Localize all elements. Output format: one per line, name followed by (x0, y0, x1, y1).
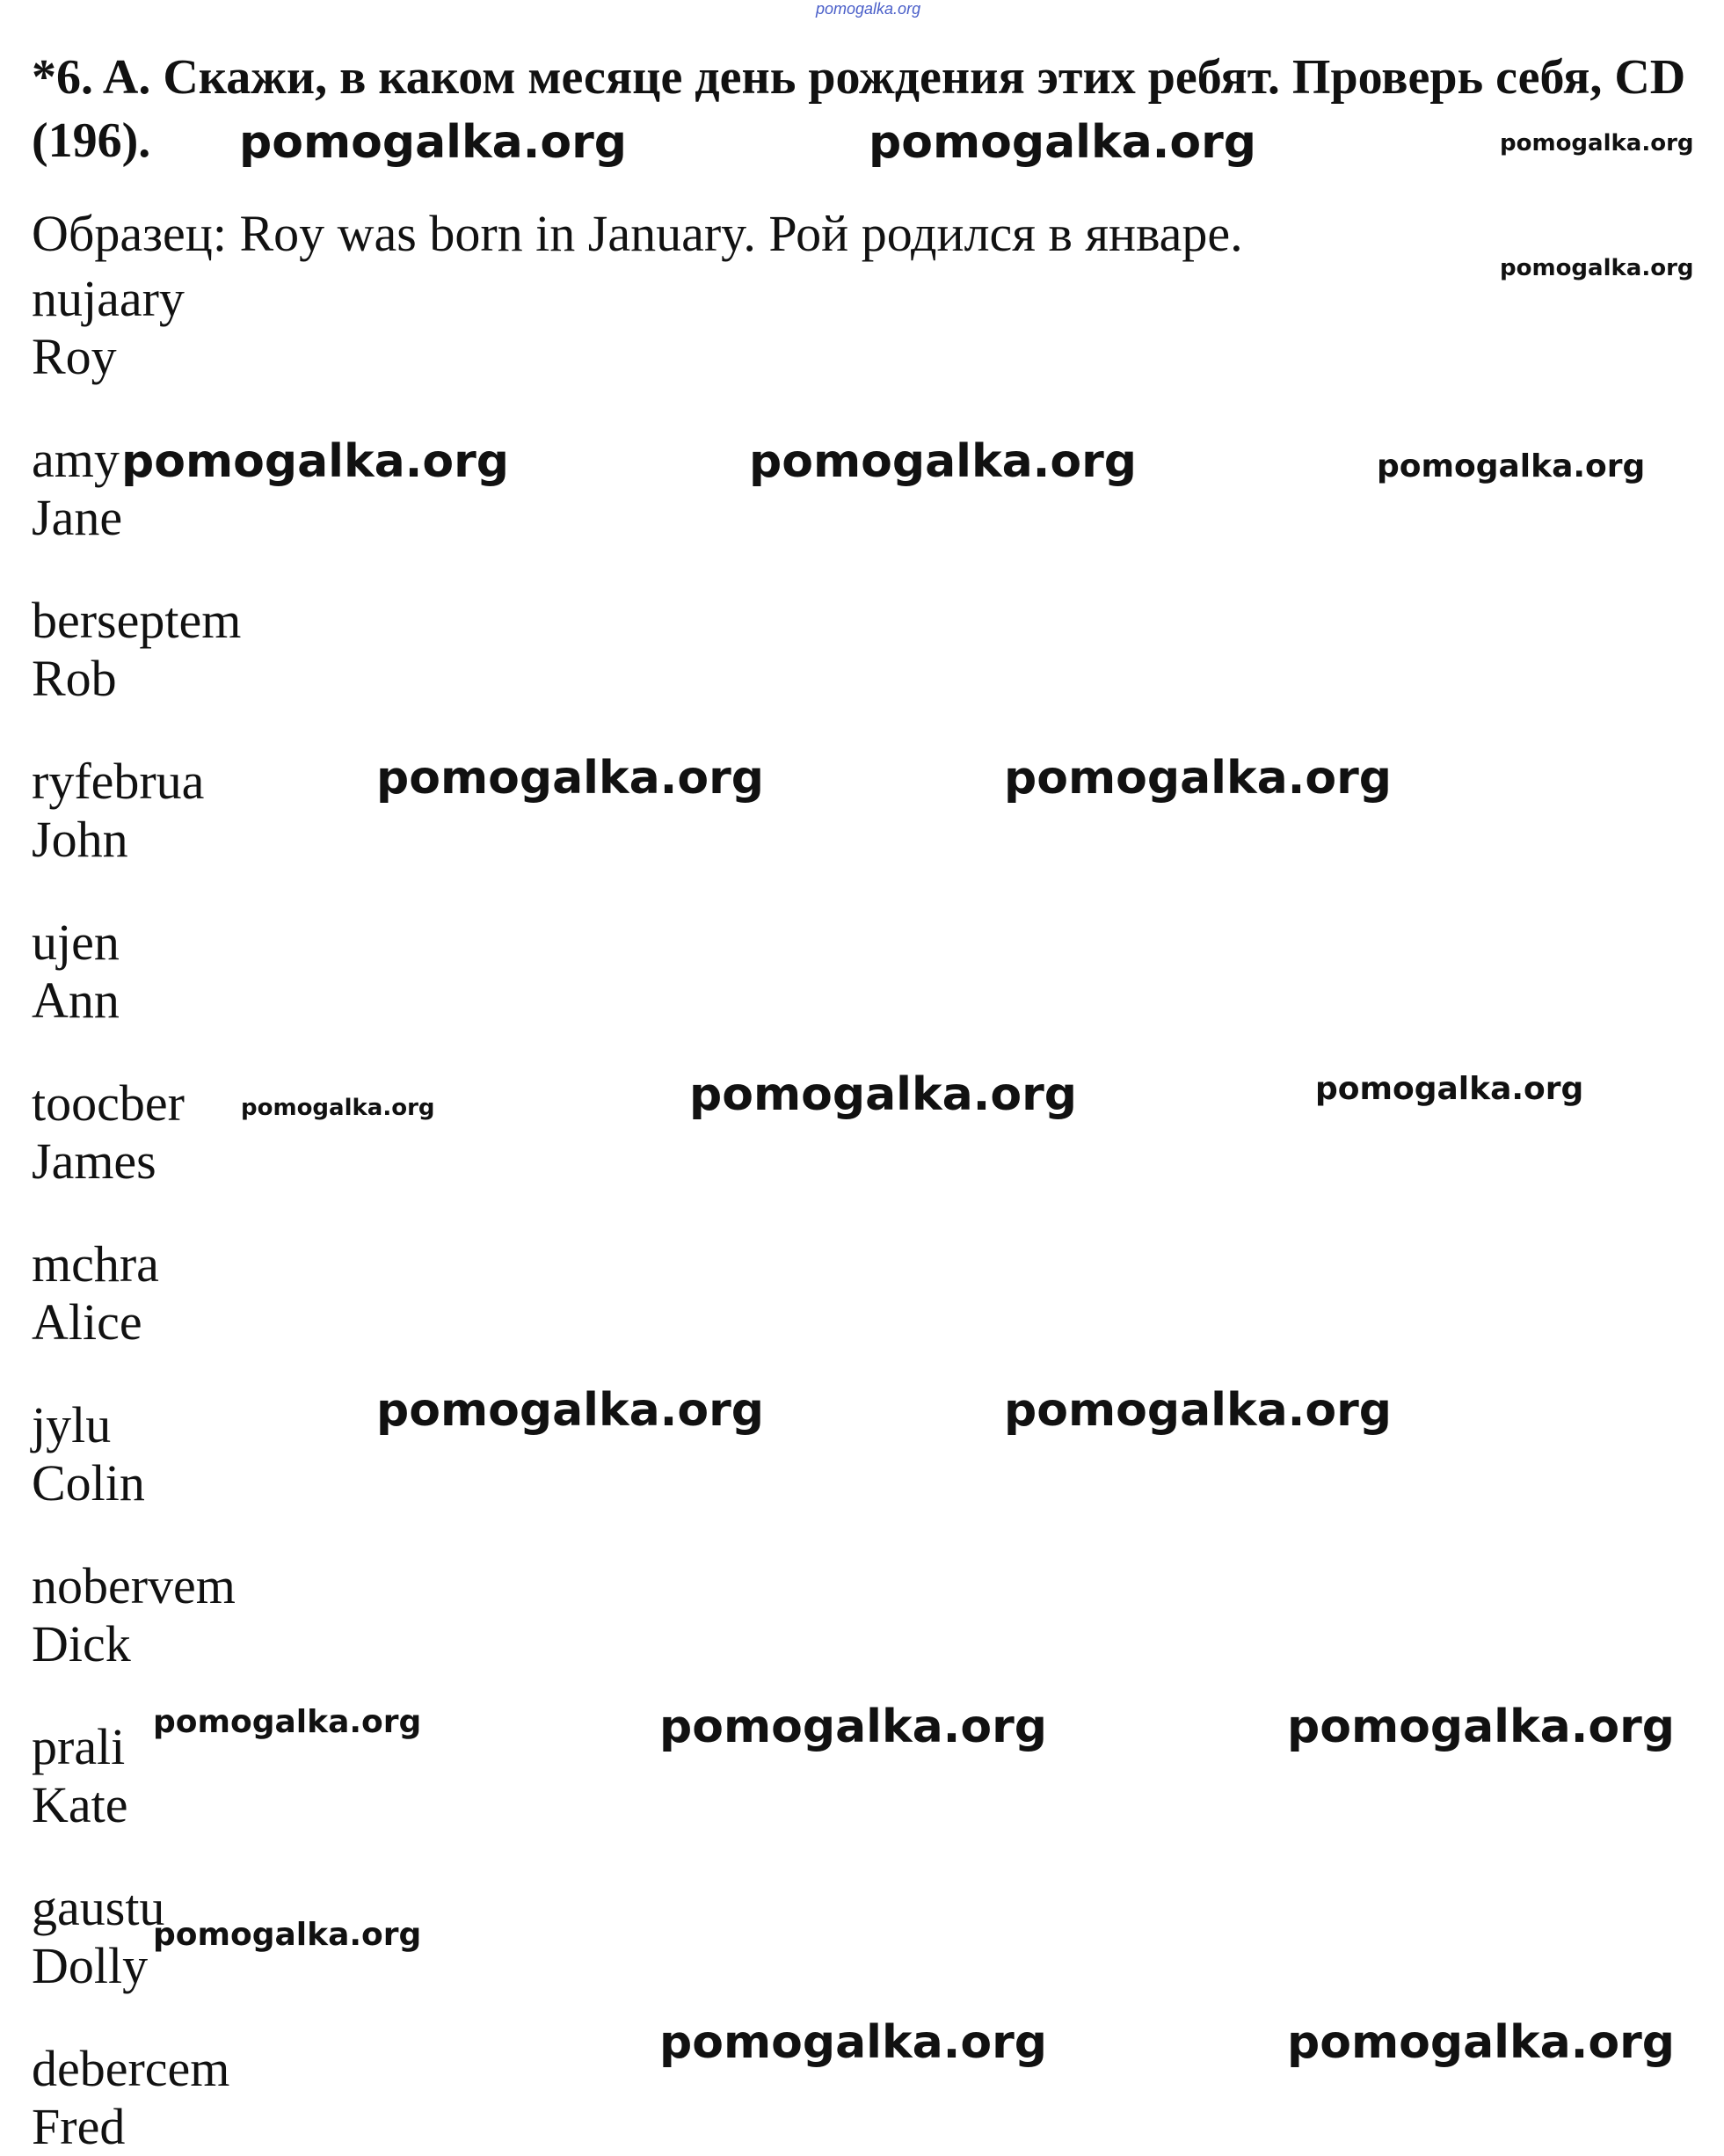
exercise-title: *6. A. Скажи, в каком месяце день рождения этих ребят. Проверь себя, CD (196). (32, 50, 1686, 168)
scrambled-word: toocber (32, 1074, 185, 1132)
scrambled-word: prali (32, 1718, 126, 1775)
watermark: pomogalka.org (1287, 1701, 1676, 1753)
scrambled-word: mchra (32, 1235, 159, 1293)
child-name: Alice (32, 1293, 142, 1351)
watermark: pomogalka.org (121, 435, 510, 488)
child-name: Ann (32, 972, 120, 1029)
watermark: pomogalka.org (241, 1095, 435, 1121)
sample-sentence: Образец: Roy was born in January. Рой родился в январе. (32, 205, 1243, 262)
child-name: Colin (32, 1454, 145, 1511)
watermark: pomogalka.org (1004, 1384, 1393, 1437)
child-name: Kate (32, 1776, 128, 1833)
watermark: pomogalka.org (1315, 1071, 1584, 1107)
scrambled-word: gaustu (32, 1879, 165, 1936)
watermark: pomogalka.org (153, 1917, 422, 1953)
entry-alice (32, 1235, 159, 1351)
watermark: pomogalka.org (659, 1701, 1048, 1753)
entry-jane (32, 431, 122, 547)
watermark: pomogalka.org (1004, 752, 1393, 805)
entry-rob (32, 592, 241, 708)
watermark: pomogalka.org (1377, 448, 1646, 484)
entry-colin (32, 1396, 145, 1512)
child-name: James (32, 1133, 156, 1190)
scrambled-word: jylu (32, 1396, 112, 1453)
watermark: pomogalka.org (376, 1384, 765, 1437)
entry-john (32, 753, 204, 869)
scrambled-word: berseptem (32, 592, 242, 649)
scrambled-word: ujen (32, 914, 120, 971)
entry-dolly (32, 1879, 164, 1995)
scrambled-word: debercem (32, 2040, 230, 2097)
scrambled-word: nobervem (32, 1557, 236, 1614)
watermark: pomogalka.org (659, 2016, 1048, 2069)
child-name: John (32, 811, 128, 868)
watermark: pomogalka.org (376, 752, 765, 805)
top-site-mark: pomogalka.org (816, 0, 921, 18)
watermark: pomogalka.org (1287, 2016, 1676, 2069)
child-name: Fred (32, 2098, 126, 2155)
child-name: Roy (32, 328, 117, 385)
entry-roy (32, 270, 185, 386)
child-name: Rob (32, 650, 117, 707)
scrambled-word: amy (32, 431, 120, 488)
scrambled-word: nujaary (32, 270, 185, 327)
child-name: Dick (32, 1615, 131, 1672)
watermark: pomogalka.org (239, 116, 628, 169)
watermark: pomogalka.org (689, 1068, 1078, 1121)
watermark: pomogalka.org (153, 1704, 422, 1740)
watermark: pomogalka.org (749, 435, 1138, 488)
scrambled-word: ryfebrua (32, 753, 205, 810)
child-name: Dolly (32, 1937, 149, 1994)
watermark: pomogalka.org (1500, 255, 1694, 281)
child-name: Jane (32, 489, 123, 546)
watermark: pomogalka.org (1500, 130, 1694, 157)
entry-kate (32, 1718, 128, 1834)
watermark: pomogalka.org (869, 116, 1257, 169)
entry-james (32, 1074, 185, 1191)
entry-dick (32, 1557, 236, 1673)
entry-fred (32, 2040, 229, 2156)
entry-ann (32, 914, 120, 1030)
